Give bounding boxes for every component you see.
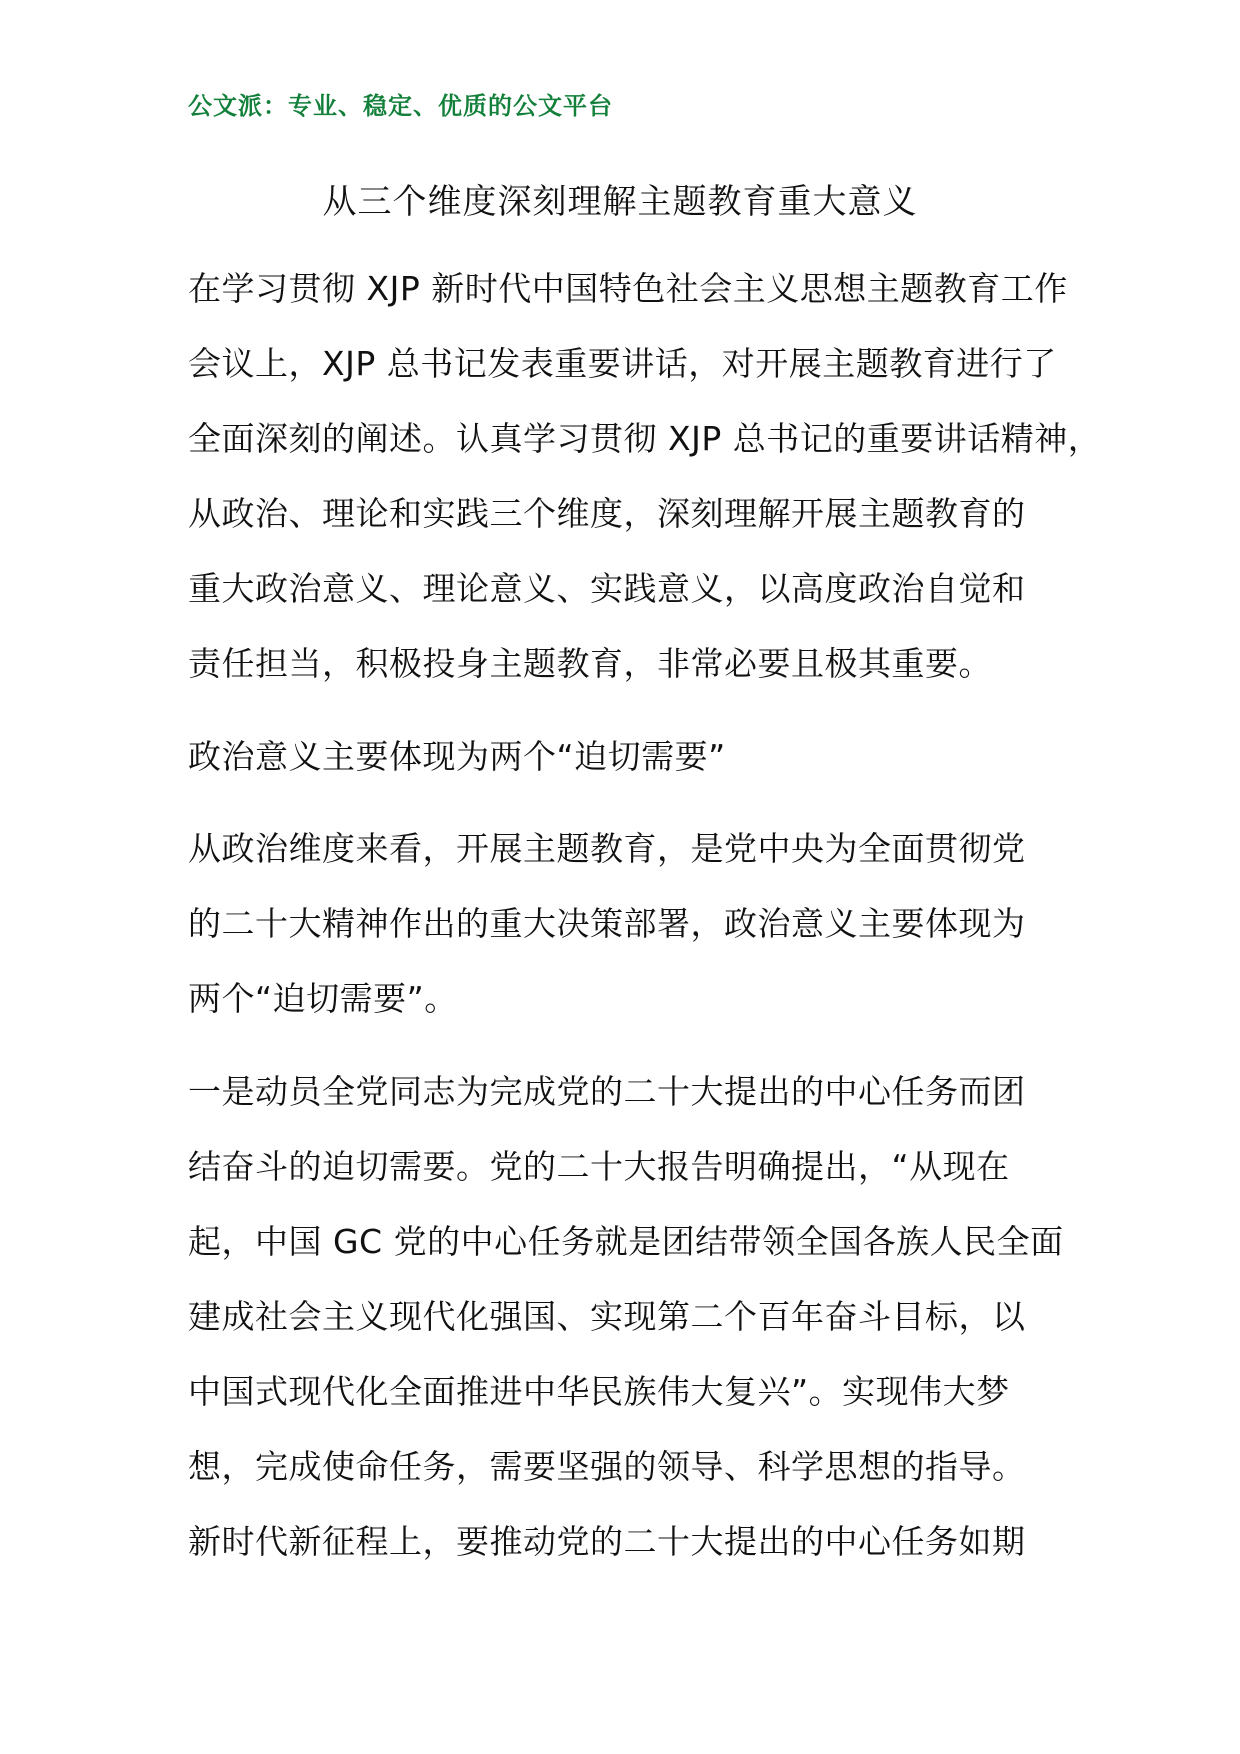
body-line: 责任担当，积极投身主题教育，非常必要且极其重要。 — [188, 644, 992, 683]
body-line: 起，中国 GC 党的中心任务就是团结带领全国各族人民全面 — [188, 1222, 1064, 1261]
body-line: 会议上，XJP 总书记发表重要讲话，对开展主题教育进行了 — [188, 344, 1057, 383]
body-line: 结奋斗的迫切需要。党的二十大报告明确提出，“从现在 — [188, 1147, 1010, 1186]
body-line: 的二十大精神作出的重大决策部署，政治意义主要体现为 — [188, 904, 1026, 943]
body-line: 新时代新征程上，要推动党的二十大提出的中心任务如期 — [188, 1522, 1026, 1561]
body-line: 从政治、理论和实践三个维度，深刻理解开展主题教育的 — [188, 494, 1026, 533]
body-line: 想，完成使命任务，需要坚强的领导、科学思想的指导。 — [188, 1447, 1026, 1486]
body-line: 重大政治意义、理论意义、实践意义，以高度政治自觉和 — [188, 569, 1026, 608]
body-line: 两个“迫切需要”。 — [188, 979, 458, 1018]
section-heading: 政治意义主要体现为两个“迫切需要” — [188, 737, 726, 776]
document-title: 从三个维度深刻理解主题教育重大意义 — [322, 182, 918, 222]
body-line: 建成社会主义现代化强国、实现第二个百年奋斗目标，以 — [188, 1297, 1026, 1336]
body-line: 一是动员全党同志为完成党的二十大提出的中心任务而团 — [188, 1072, 1026, 1111]
body-line: 中国式现代化全面推进中华民族伟大复兴”。实现伟大梦 — [188, 1372, 1010, 1411]
body-line: 在学习贯彻 XJP 新时代中国特色社会主义思想主题教育工作 — [188, 269, 1068, 308]
body-line: 全面深刻的阐述。认真学习贯彻 XJP 总书记的重要讲话精神， — [188, 419, 1102, 458]
body-line: 从政治维度来看，开展主题教育，是党中央为全面贯彻党 — [188, 829, 1026, 868]
header-brand-line: 公文派：专业、稳定、优质的公文平台 — [188, 91, 613, 120]
